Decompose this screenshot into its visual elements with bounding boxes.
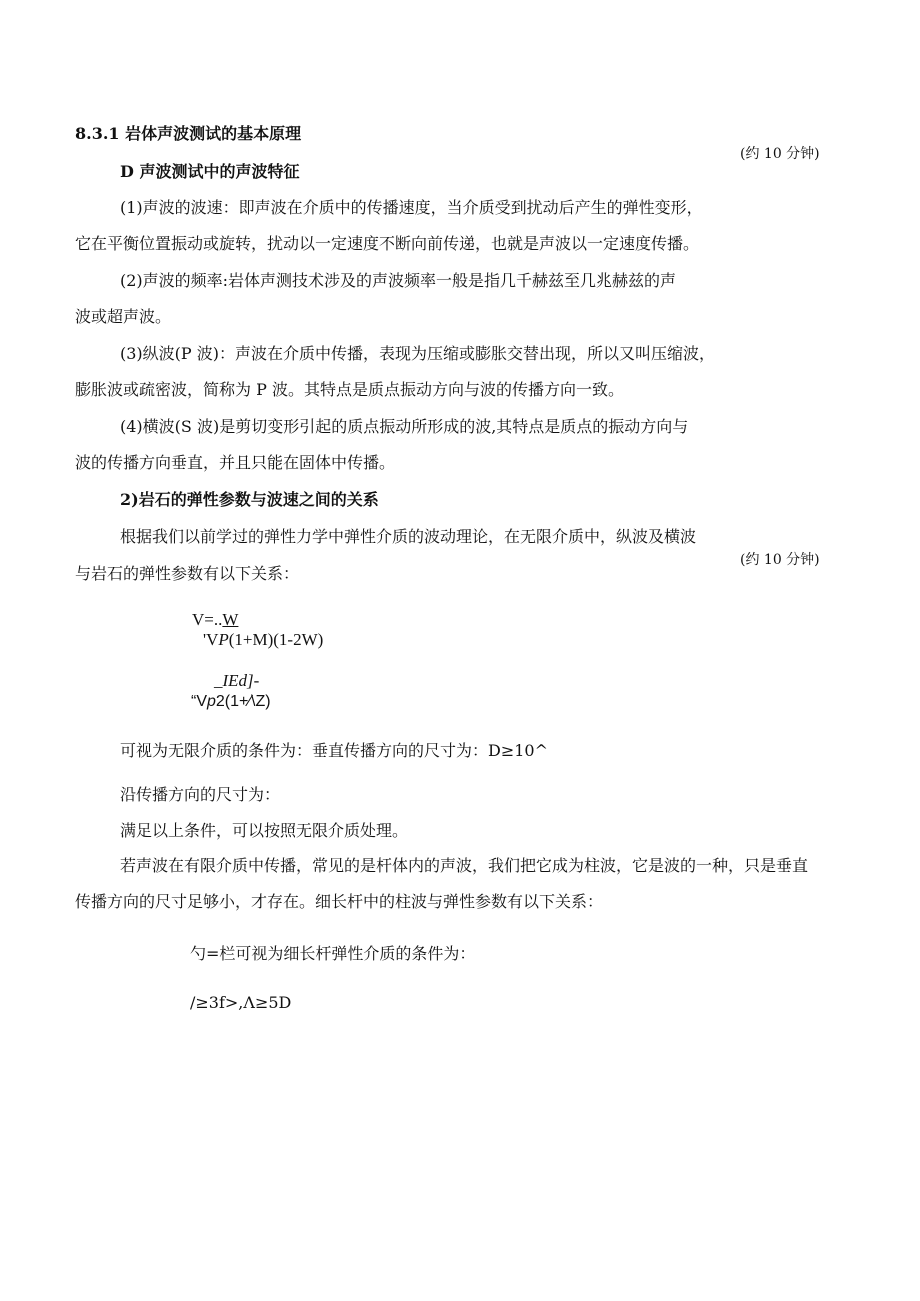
formula-1-denominator: 'VP(1+M)(1-2W) bbox=[203, 630, 324, 649]
paragraph-2-line-2: 波或超声波。 bbox=[75, 307, 172, 326]
time-note-2: (约 10 分钟) bbox=[740, 552, 820, 568]
paragraph-5-line-1: 根据我们以前学过的弹性力学中弹性介质的波动理论，在无限介质中，纵波及横波 bbox=[120, 527, 697, 546]
paragraph-6-line-2: 传播方向的尺寸足够小，才存在。细长杆中的柱波与弹性参数有以下关系： bbox=[75, 892, 604, 911]
paragraph-2-line-1: (2)声波的频率:岩体声测技术涉及的声波频率一般是指几千赫兹至几兆赫兹的声 bbox=[120, 271, 677, 290]
paragraph-5-line-2: 与岩石的弹性参数有以下关系： bbox=[75, 564, 300, 583]
paragraph-6-line-1: 若声波在有限介质中传播，常见的是杆体内的声波，我们把它成为柱波，它是波的一种，只是垂直 bbox=[120, 856, 809, 875]
paragraph-3-line-1: (3)纵波(P 波)：声波在介质中传播，表现为压缩或膨胀交替出现，所以又叫压缩波， bbox=[120, 344, 716, 363]
condition-satisfied: 满足以上条件，可以按照无限介质处理。 bbox=[120, 821, 409, 840]
formula-4-rod-condition: /≥3f>,Λ≥5D bbox=[190, 993, 292, 1012]
condition-propagation-size: 沿传播方向的尺寸为： bbox=[120, 785, 281, 804]
paragraph-3-line-2: 膨胀波或疏密波，简称为 P 波。其特点是质点振动方向与波的传播方向一致。 bbox=[75, 380, 624, 399]
section-heading: 8.3.1 岩体声波测试的基本原理 bbox=[75, 124, 302, 143]
time-note-1: (约 10 分钟) bbox=[740, 146, 820, 162]
formula-1-numerator: V=..W bbox=[192, 610, 239, 629]
formula-2-numerator: _IEd]- bbox=[214, 671, 260, 690]
formula-2-denominator: “Vp2(1+⁄\Z) bbox=[191, 693, 271, 710]
paragraph-4-line-1: (4)横波(S 波)是剪切变形引起的质点振动所形成的波,其特点是质点的振动方向与 bbox=[120, 417, 689, 436]
formula-3-slender-rod: 勺=栏可视为细长杆弹性介质的条件为： bbox=[190, 944, 476, 963]
paragraph-4-line-2: 波的传播方向垂直，并且只能在固体中传播。 bbox=[75, 453, 396, 472]
paragraph-1-line-1: (1)声波的波速：即声波在介质中的传播速度，当介质受到扰动后产生的弹性变形， bbox=[120, 198, 703, 217]
subheading-elastic-params: 2)岩石的弹性参数与波速之间的关系 bbox=[120, 490, 379, 509]
subheading-wave-features: D 声波测试中的声波特征 bbox=[120, 162, 300, 181]
condition-infinite-medium: 可视为无限介质的条件为：垂直传播方向的尺寸为：D≥10^ bbox=[120, 741, 549, 760]
paragraph-1-line-2: 它在平衡位置振动或旋转，扰动以一定速度不断向前传递，也就是声波以一定速度传播。 bbox=[75, 234, 700, 253]
